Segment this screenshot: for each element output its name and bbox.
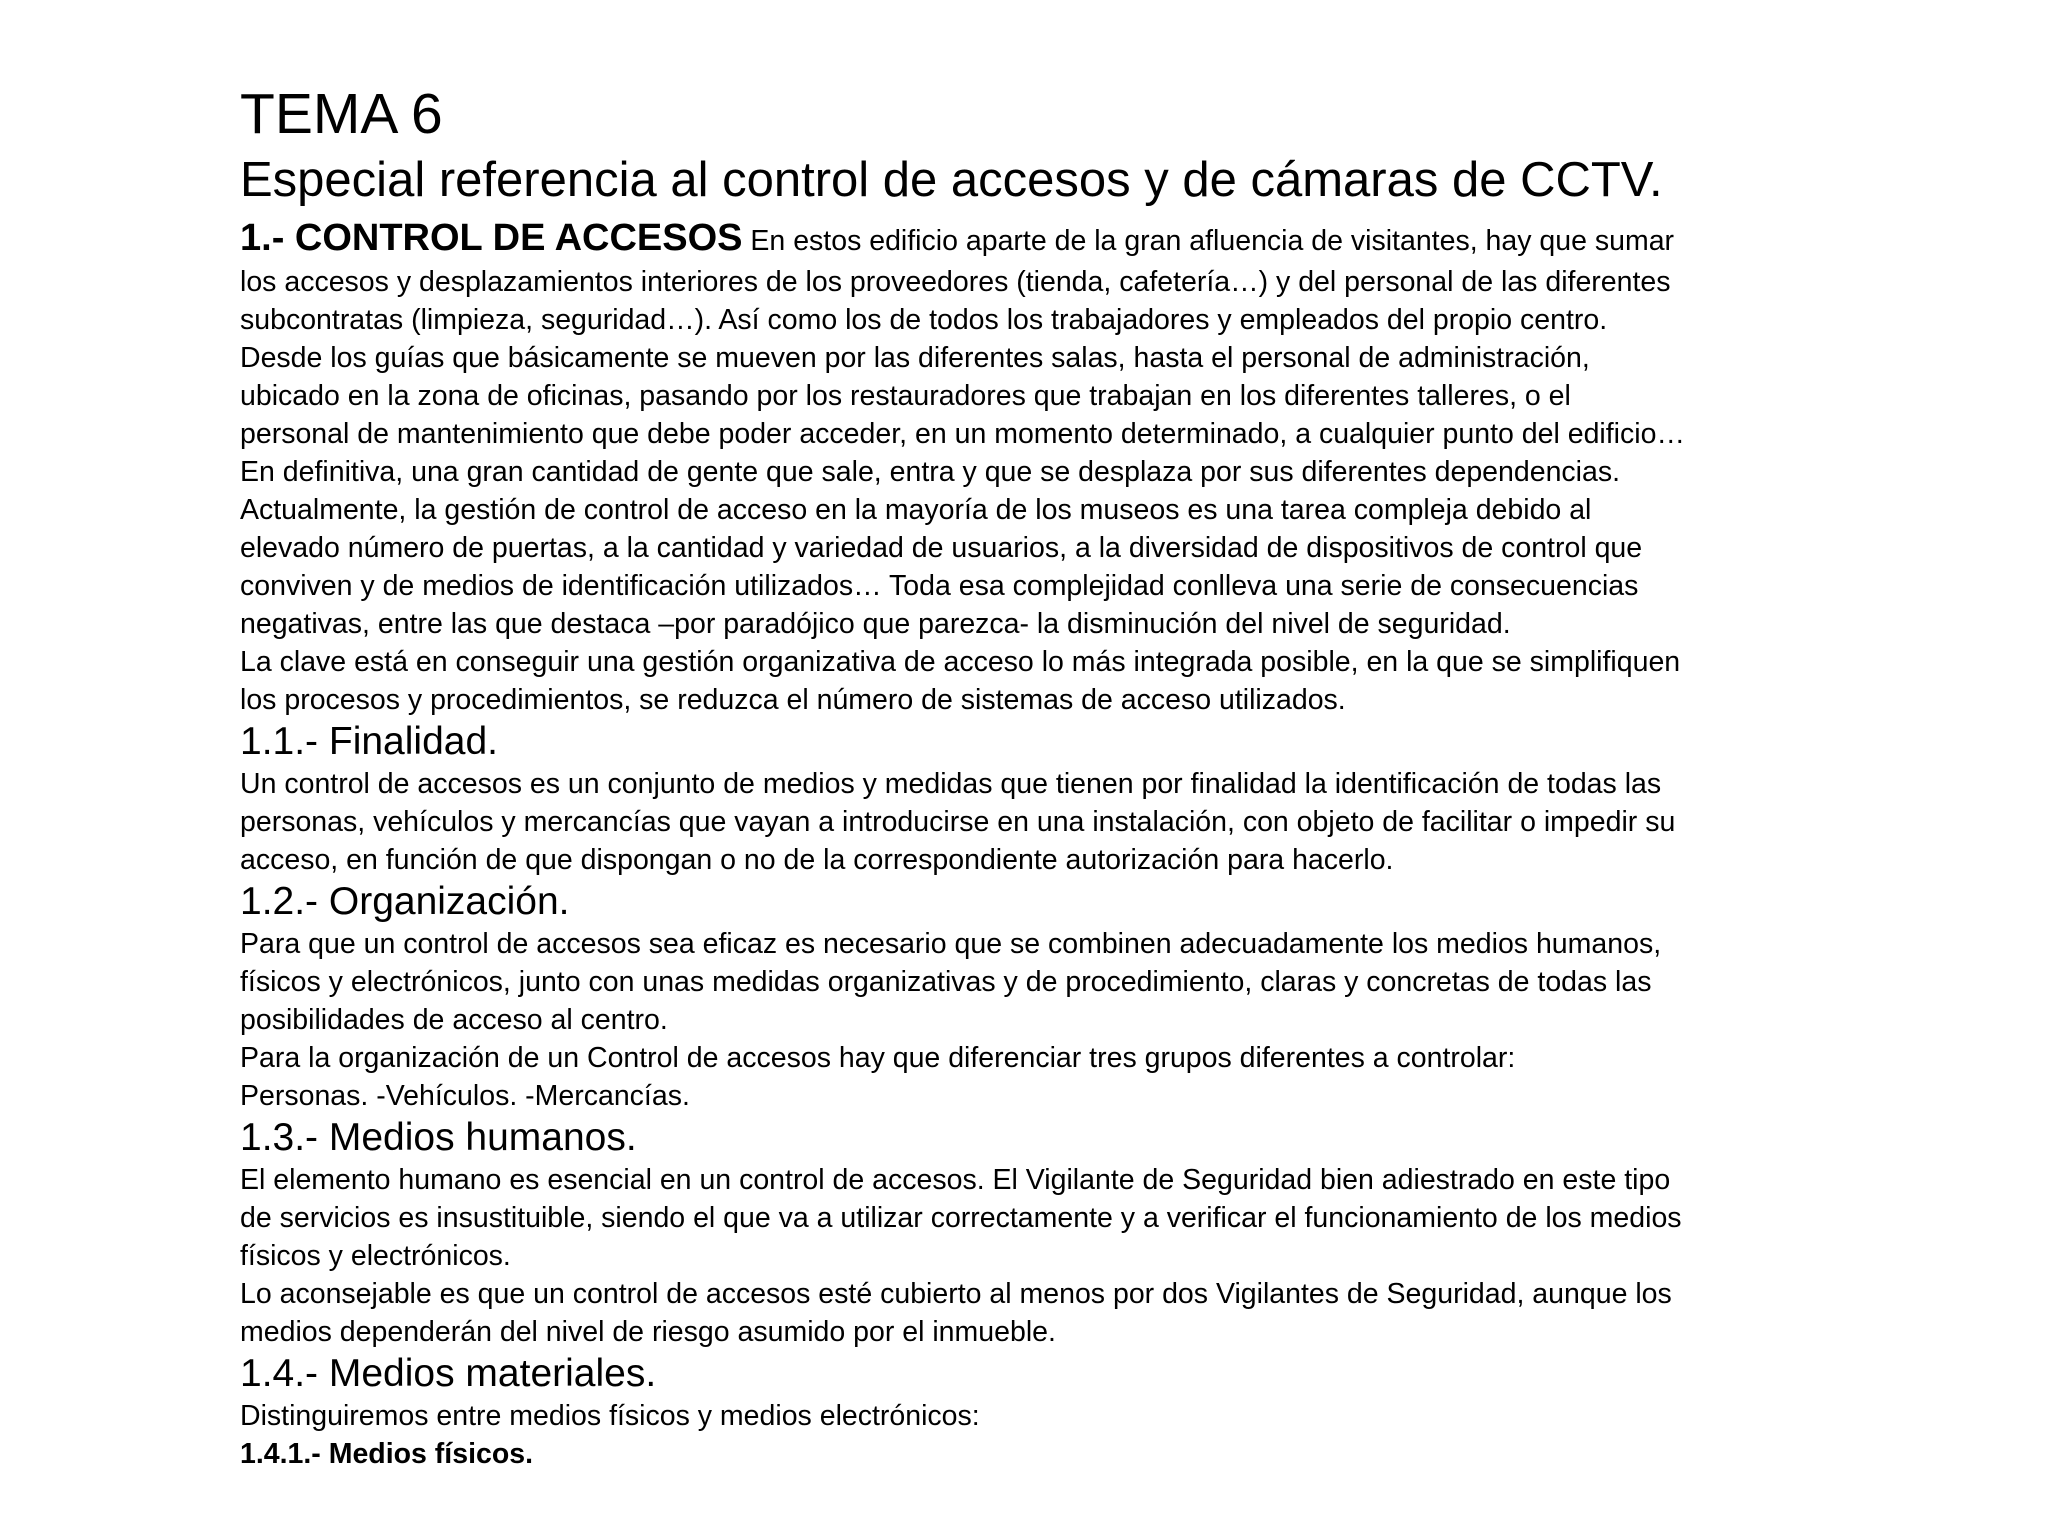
paragraph-line: físicos y electrónicos.: [240, 1240, 511, 1272]
section-heading-medios-humanos: 1.3.- Medios humanos.: [240, 1116, 637, 1159]
paragraph-line: de servicios es insustituible, siendo el que va a utilizar correctamente y a verificar el funcionamiento de los medios: [240, 1202, 1682, 1234]
paragraph-line: ubicado en la zona de oficinas, pasando por los restauradores que trabajan en los diferentes talleres, o el: [240, 380, 1571, 412]
paragraph-line: Lo aconsejable es que un control de accesos esté cubierto al menos por dos Vigilantes de Seguridad, aunque los: [240, 1278, 1672, 1310]
section-first-line: [240, 216, 1840, 263]
section-heading-medios-materiales: 1.4.- Medios materiales.: [240, 1352, 657, 1395]
paragraph-line: subcontratas (limpieza, seguridad…). Así como los de todos los trabajadores y empleados del propio centro.: [240, 304, 1608, 336]
section-control-accesos: [240, 216, 1840, 719]
section-medios-humanos: [240, 1115, 1840, 1351]
paragraph-line: los procesos y procedimientos, se reduzca el número de sistemas de acceso utilizados.: [240, 684, 1346, 716]
paragraph-line: Un control de accesos es un conjunto de medios y medidas que tienen por finalidad la identificación de todas las: [240, 768, 1662, 800]
section-organizacion: [240, 879, 1840, 1115]
paragraph-line: En definitiva, una gran cantidad de gente que sale, entra y que se desplaza por sus diferentes dependencias.: [240, 456, 1621, 488]
document-page: [240, 80, 1840, 1473]
paragraph-line: personas, vehículos y mercancías que vayan a introducirse en una instalación, con objeto de facilitar o impedir su: [240, 806, 1676, 838]
paragraph-line: El elemento humano es esencial en un control de accesos. El Vigilante de Seguridad bien adiestrado en este tipo: [240, 1164, 1671, 1196]
paragraph-line: posibilidades de acceso al centro.: [240, 1004, 668, 1036]
paragraph-line: Para que un control de accesos sea eficaz es necesario que se combinen adecuadamente los medios humanos,: [240, 928, 1662, 960]
paragraph-line: En estos edificio aparte de la gran afluencia de visitantes, hay que sumar: [742, 225, 1675, 257]
section-heading-organizacion: 1.2.- Organización.: [240, 880, 570, 923]
paragraph-line: conviven y de medios de identificación utilizados… Toda esa complejidad conlleva una serie de consecuencias: [240, 570, 1639, 602]
section-heading-control-accesos: 1.- CONTROL DE ACCESOS: [240, 217, 743, 259]
paragraph-line: Para la organización de un Control de accesos hay que diferenciar tres grupos diferentes a controlar:: [240, 1042, 1516, 1074]
paragraph-line: negativas, entre las que destaca –por paradójico que parezca- la disminución del nivel de seguridad.: [240, 608, 1511, 640]
paragraph-line: elevado número de puertas, a la cantidad y variedad de usuarios, a la diversidad de dispositivos de control que: [240, 532, 1643, 564]
section-medios-materiales: [240, 1351, 1840, 1473]
paragraph-line: Distinguiremos entre medios físicos y medios electrónicos:: [240, 1400, 980, 1432]
section-finalidad: [240, 719, 1840, 879]
paragraph-line: los accesos y desplazamientos interiores de los proveedores (tienda, cafetería…) y del personal de las diferentes: [240, 266, 1671, 298]
paragraph-line: Actualmente, la gestión de control de acceso en la mayoría de los museos es una tarea compleja debido al: [240, 494, 1592, 526]
paragraph-line: La clave está en conseguir una gestión organizativa de acceso lo más integrada posible, en la que se simplifiquen: [240, 646, 1681, 678]
paragraph-line: Desde los guías que básicamente se mueven por las diferentes salas, hasta el personal de administración,: [240, 342, 1590, 374]
paragraph-line: personal de mantenimiento que debe poder acceder, en un momento determinado, a cualquier punto del edificio…: [240, 418, 1685, 450]
paragraph-line: acceso, en función de que dispongan o no de la correspondiente autorización para hacerlo.: [240, 844, 1394, 876]
subsection-heading-medios-fisicos: 1.4.1.- Medios físicos.: [240, 1438, 534, 1470]
paragraph-line: medios dependerán del nivel de riesgo asumido por el inmueble.: [240, 1316, 1056, 1348]
section-heading-finalidad: 1.1.- Finalidad.: [240, 720, 498, 763]
paragraph-line: Personas. -Vehículos. -Mercancías.: [240, 1080, 690, 1112]
tema-title: TEMA 6: [240, 82, 443, 146]
paragraph-line: físicos y electrónicos, junto con unas medidas organizativas y de procedimiento, claras y concretas de todas las: [240, 966, 1652, 998]
document-subtitle: Especial referencia al control de accesos y de cámaras de CCTV.: [240, 153, 1663, 207]
